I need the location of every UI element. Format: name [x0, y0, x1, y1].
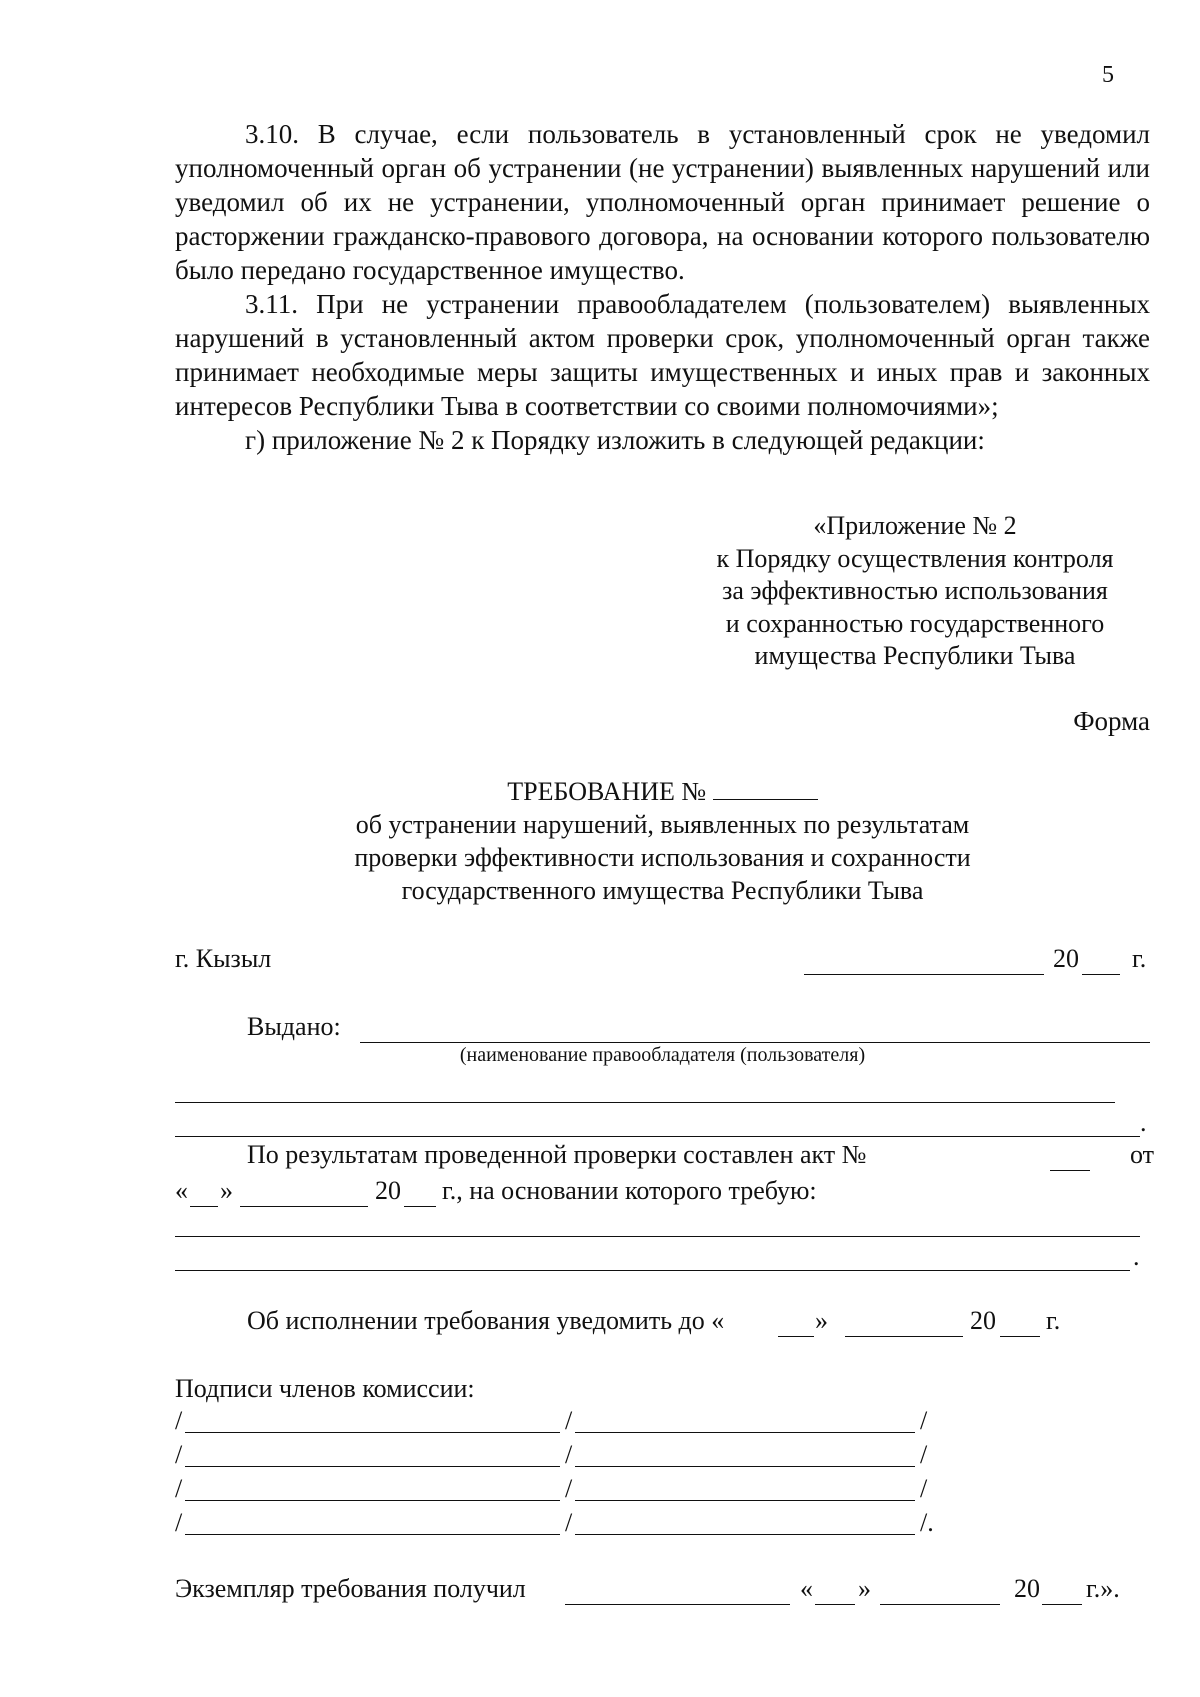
signature-field[interactable]: [185, 1466, 560, 1467]
signature-row: [175, 1474, 935, 1504]
result-text-ot: от: [1130, 1140, 1155, 1169]
received-text: Экземпляр требования получил: [175, 1574, 526, 1603]
signature-field[interactable]: [185, 1534, 560, 1535]
title-heading: [175, 775, 1150, 808]
signature-slash: /: [175, 1440, 183, 1469]
received-quote-close: »: [858, 1574, 871, 1603]
result-year-prefix: 20: [375, 1176, 401, 1205]
paragraph-g: г) приложение № 2 к Порядку изложить в следующей редакции:: [245, 425, 985, 455]
notify-day-field[interactable]: [778, 1336, 814, 1337]
signature-slash: /: [175, 1474, 183, 1503]
title-line-3: проверки эффективности использования и сохранности: [354, 843, 971, 872]
signature-row: [175, 1440, 935, 1470]
received-day-field[interactable]: [815, 1604, 855, 1605]
paragraph-3-11: 3.11. При не устранении правообладателем (пользователем) выявленных нарушений в установленный актом проверки срок, уполномоченный орган также принимает необходимые меры защиты имущественных и иных прав и законных интересов Республики Тыва в соответствии со своими полномочиями»;: [175, 289, 1150, 421]
signature-name-field[interactable]: [575, 1466, 915, 1467]
result-month-field[interactable]: [240, 1206, 368, 1207]
signature-slash: /: [175, 1508, 183, 1537]
signature-name-field[interactable]: [575, 1534, 915, 1535]
notify-quote-close: »: [815, 1306, 828, 1335]
issued-field-line-2[interactable]: [175, 1102, 1115, 1103]
result-text-a: По результатам проведенной проверки составлен акт №: [247, 1140, 867, 1169]
appendix-line-4: и сохранностью государственного: [725, 608, 1105, 638]
result-quote-close: »: [220, 1176, 233, 1205]
appendix-heading: [660, 510, 1170, 673]
title-block: [175, 775, 1150, 907]
signature-name-field[interactable]: [575, 1432, 915, 1433]
issued-field-line-3[interactable]: [175, 1136, 1140, 1137]
appendix-line-1: «Приложение № 2: [813, 511, 1017, 540]
body-text: [175, 117, 1150, 457]
notify-year-prefix: 20: [970, 1306, 996, 1335]
signature-slash: /: [565, 1406, 573, 1435]
requirement-field-line-2[interactable]: [175, 1270, 1130, 1271]
signature-slash: /: [920, 1440, 928, 1469]
signature-slash: /: [565, 1474, 573, 1503]
received-year-field[interactable]: [1042, 1604, 1082, 1605]
date-year-prefix: 20: [1053, 944, 1079, 973]
notify-year-field[interactable]: [1000, 1336, 1040, 1337]
form-label: Форма: [1073, 706, 1150, 736]
notify-suffix: г.: [1046, 1306, 1061, 1335]
notify-text: Об исполнении требования уведомить до «: [247, 1306, 725, 1335]
appendix-line-3: за эффективностью использования: [722, 576, 1108, 605]
result-quote-open: «: [175, 1176, 188, 1205]
signature-slash: /: [565, 1508, 573, 1537]
requirement-period: .: [1133, 1242, 1140, 1271]
signature-slash-final: /.: [920, 1508, 934, 1537]
signature-field[interactable]: [185, 1432, 560, 1433]
issued-label: Выдано:: [247, 1012, 341, 1041]
signature-slash: /: [920, 1474, 928, 1503]
appendix-line-5: имущества Республики Тыва: [754, 641, 1076, 670]
signature-slash: /: [920, 1406, 928, 1435]
result-day-field[interactable]: [190, 1206, 218, 1207]
title-line-4: государственного имущества Республики Тыва: [401, 876, 924, 905]
received-suffix: г.».: [1086, 1574, 1120, 1603]
requirement-field-line-1[interactable]: [175, 1236, 1140, 1237]
date-field[interactable]: [804, 974, 1044, 975]
year-field[interactable]: [1082, 974, 1120, 975]
result-text-b: г., на основании которого требую:: [442, 1176, 817, 1205]
requirement-number-field[interactable]: [713, 777, 818, 800]
paragraph-3-10: 3.10. В случае, если пользователь в установленный срок не уведомил уполномоченный орган об устранении (не устранении) выявленных нарушений или уведомил об их не устранении, уполномоченный орган принимает решение о расторжении гражданско-правового договора, на основании которого пользователю было передано государственное имущество.: [175, 119, 1150, 285]
signature-field[interactable]: [185, 1500, 560, 1501]
title-heading-text: ТРЕБОВАНИЕ №: [507, 777, 707, 806]
received-month-field[interactable]: [880, 1604, 1000, 1605]
page-number: 5: [1102, 62, 1114, 88]
received-year-prefix: 20: [1014, 1574, 1040, 1603]
city-label: г. Кызыл: [175, 944, 272, 973]
received-signature-field[interactable]: [565, 1604, 790, 1605]
signatures-label: Подписи членов комиссии:: [175, 1374, 475, 1403]
act-number-field[interactable]: [1050, 1170, 1090, 1171]
title-line-2: об устранении нарушений, выявленных по результатам: [355, 810, 970, 839]
received-quote-open: «: [800, 1574, 813, 1603]
signature-row: [175, 1508, 935, 1538]
issued-caption: (наименование правообладателя (пользователя): [459, 1044, 866, 1066]
date-year-suffix: г.: [1132, 944, 1147, 973]
signature-row: [175, 1406, 935, 1436]
appendix-line-2: к Порядку осуществления контроля: [716, 543, 1114, 573]
result-year-field[interactable]: [404, 1206, 436, 1207]
signature-slash: /: [565, 1440, 573, 1469]
issued-period: .: [1140, 1108, 1147, 1137]
notify-month-field[interactable]: [845, 1336, 963, 1337]
signature-name-field[interactable]: [575, 1500, 915, 1501]
issued-field[interactable]: [360, 1042, 1150, 1043]
signature-slash: /: [175, 1406, 183, 1435]
